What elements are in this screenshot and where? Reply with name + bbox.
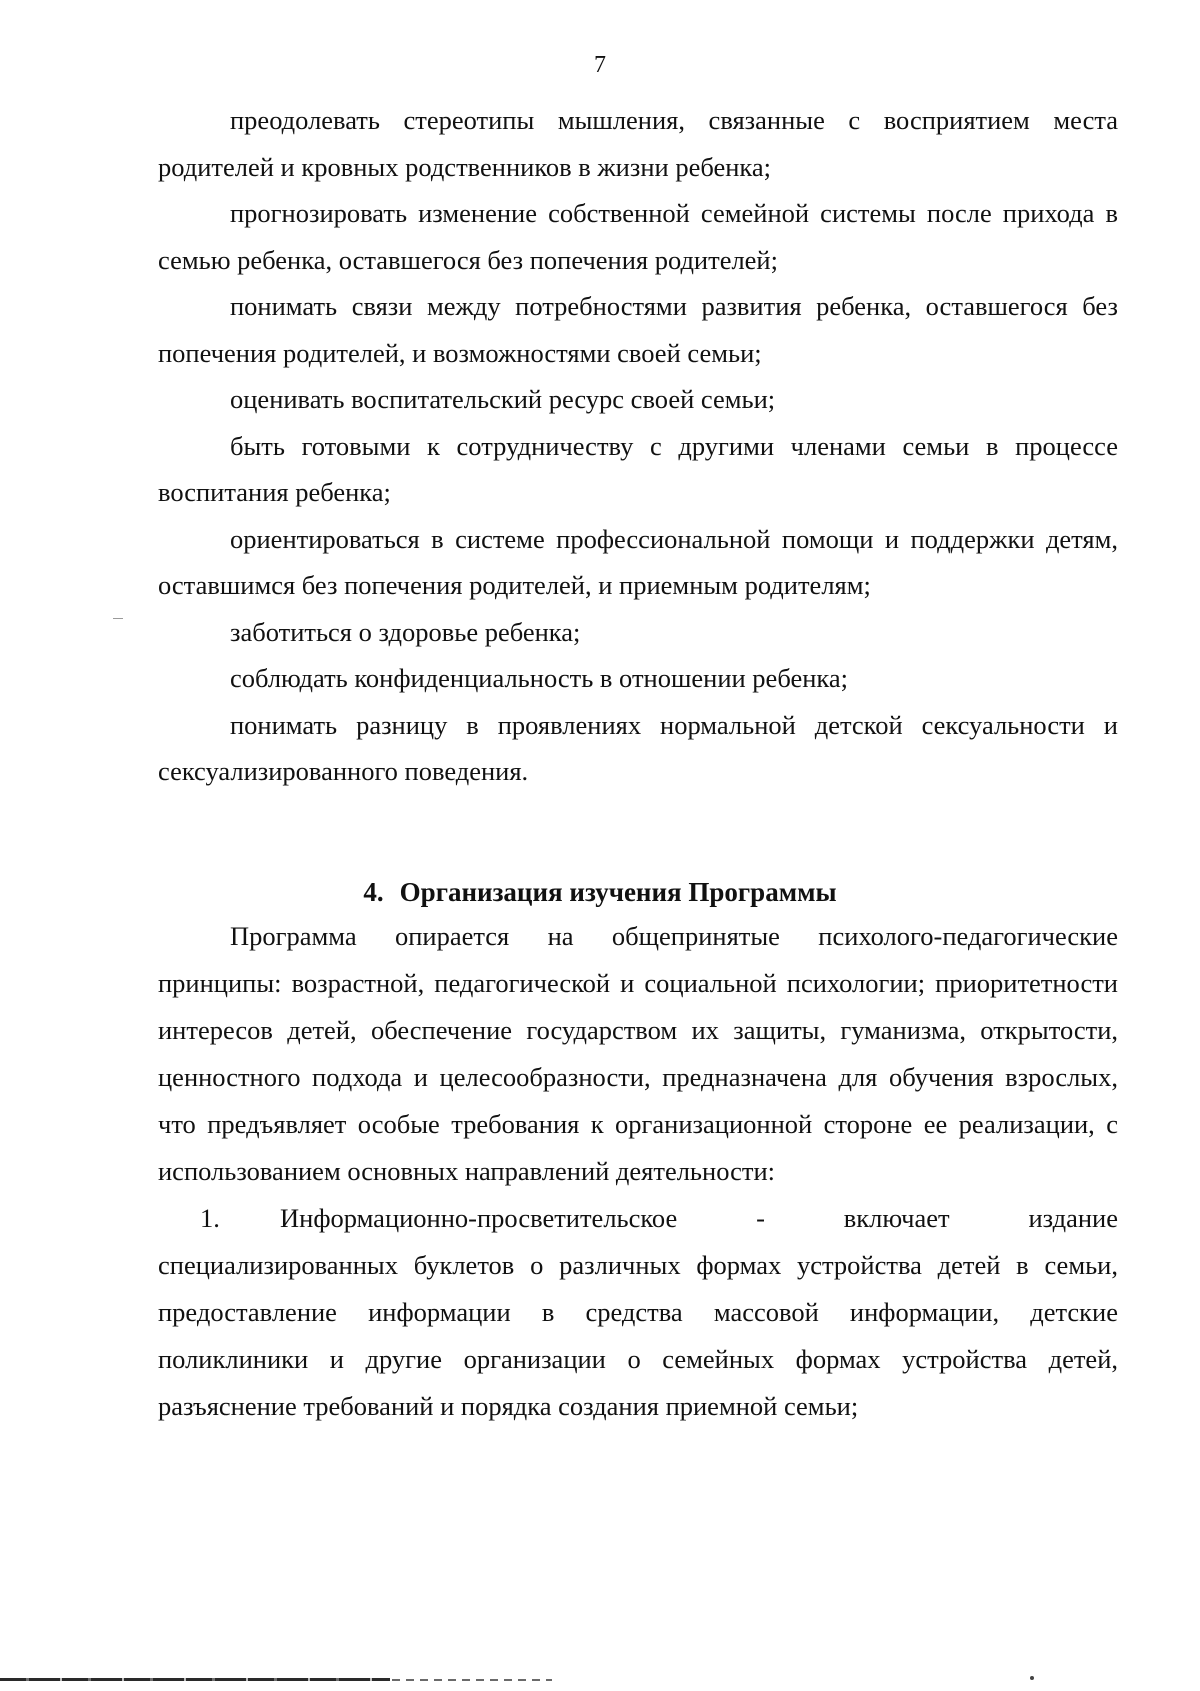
paragraph: понимать связи между потребностями развития ребенка, оставшегося без попечения родителей, и возможностями своей семьи; xyxy=(158,291,1118,368)
scan-mark xyxy=(113,618,123,619)
section-number: 4. xyxy=(363,877,384,907)
paragraph: ориентироваться в системе профессиональной помощи и поддержки детям, оставшимся без попечения родителей, и приемным родителям; xyxy=(158,523,1118,600)
scan-dot xyxy=(1030,1676,1034,1680)
section-title: Организация изучения Программы xyxy=(399,877,837,907)
section-body xyxy=(158,913,1118,1430)
list-item xyxy=(158,1195,1118,1430)
list-item-marker: 1. xyxy=(200,1203,220,1233)
list-item-text: Информационно-просветительское - включает издание специализированных буклетов о различных формах устройства детей в семьи, предоставление информации в средства массовой информации, детские поликлиники и другие организации о семейных формах устройства детей, разъяснение требований и порядка создания приемной семьи; xyxy=(158,1203,1118,1421)
section-heading xyxy=(0,872,1200,912)
intro-paragraph: Программа опирается на общепринятые психолого-педагогические принципы: возрастной, педагогической и социальной психологии; приоритетности интересов детей, обеспечение государством их защиты, гуманизма, открытости, ценностного подхода и целесообразности, предназначена для обучения взрослых, что предъявляет особые требования к организационной стороне ее реализации, с использованием основных направлений деятельности: xyxy=(158,921,1118,1186)
paragraph: преодолевать стереотипы мышления, связанные с восприятием места родителей и кровных родственников в жизни ребенка; xyxy=(158,105,1118,182)
paragraph: быть готовыми к сотрудничеству с другими членами семьи в процессе воспитания ребенка; xyxy=(158,430,1118,507)
skills-list xyxy=(158,97,1118,795)
paragraph: соблюдать конфиденциальность в отношении ребенка; xyxy=(230,663,848,693)
bottom-dotted-rule xyxy=(392,1679,552,1681)
paragraph: понимать разницу в проявлениях нормальной детской сексуальности и сексуализированного поведения. xyxy=(158,709,1118,786)
page-number: 7 xyxy=(594,52,606,78)
paragraph: прогнозировать изменение собственной семейной системы после прихода в семью ребенка, оставшегося без попечения родителей; xyxy=(158,198,1118,275)
paragraph: оценивать воспитательский ресурс своей семьи; xyxy=(230,384,776,414)
paragraph: заботиться о здоровье ребенка; xyxy=(230,616,581,647)
bottom-rule xyxy=(0,1678,390,1681)
